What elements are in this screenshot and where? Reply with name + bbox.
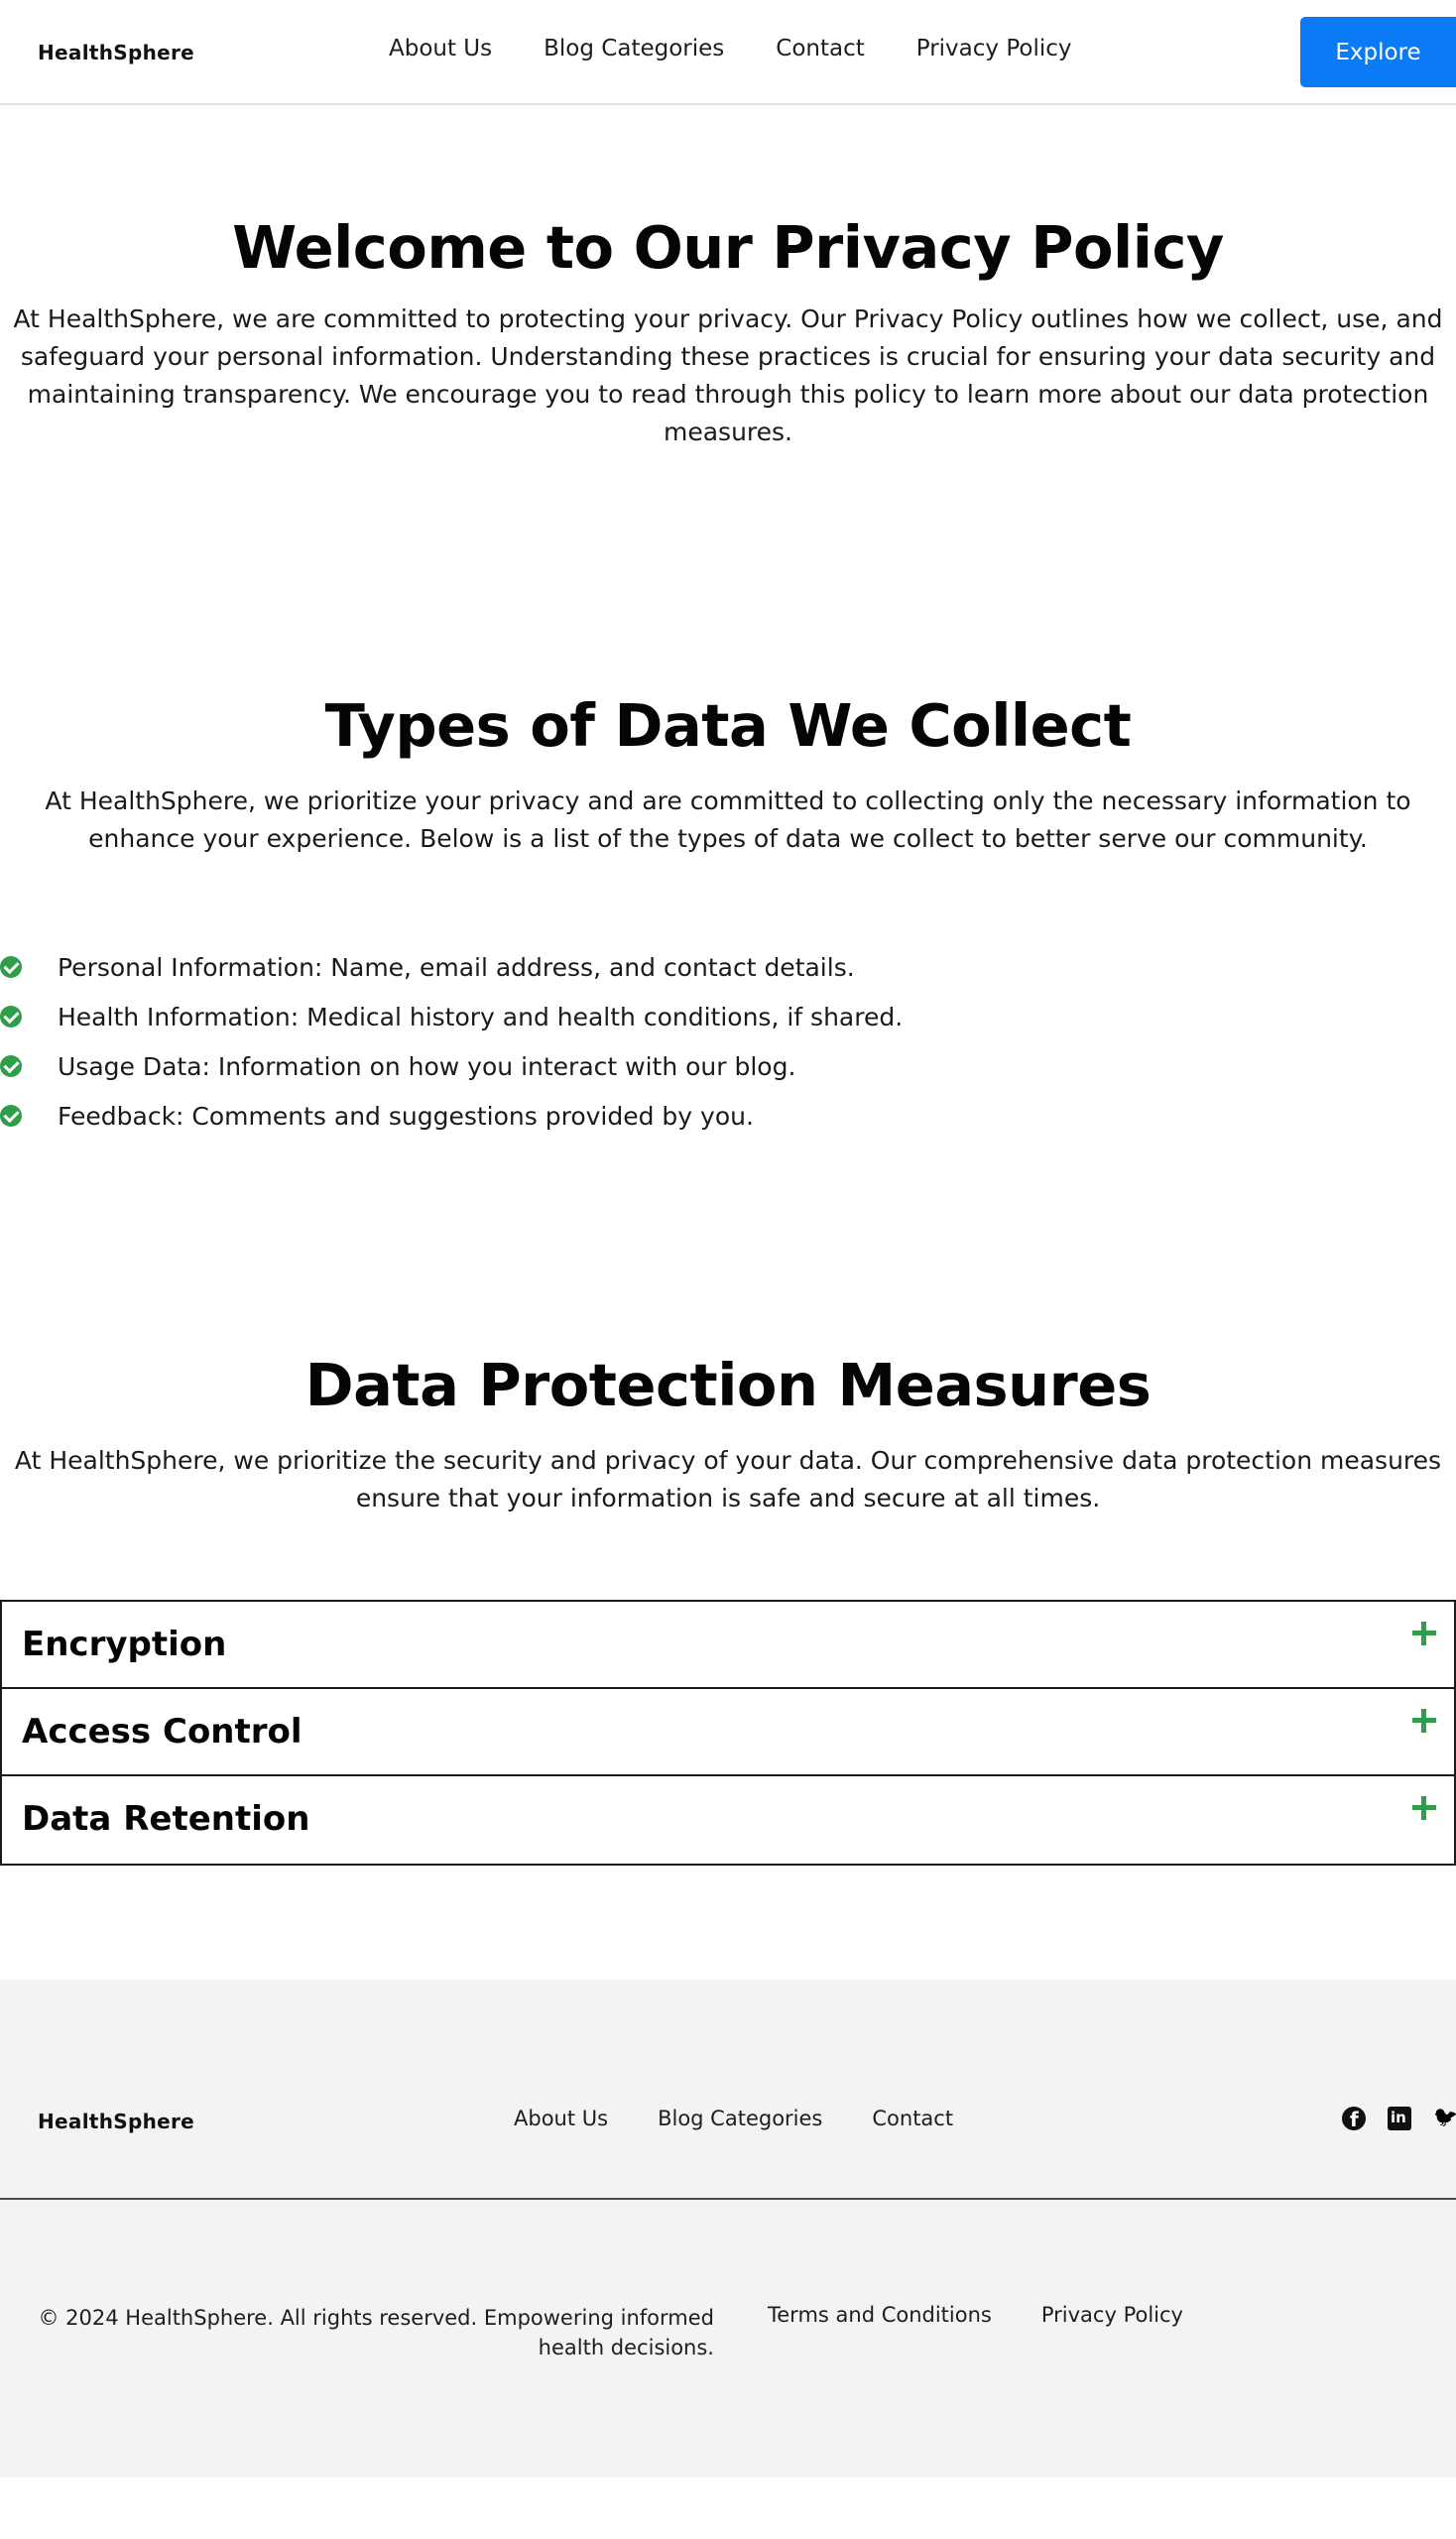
accordion-item-encryption[interactable] <box>2 1602 1454 1689</box>
hero-section <box>0 213 1456 451</box>
privacy-policy-link[interactable]: Privacy Policy <box>1040 2303 1183 2327</box>
nav-about-us[interactable]: About Us <box>389 36 493 61</box>
accordion-title: Access Control <box>22 1712 303 1752</box>
list-item-text: Personal Information: Name, email address, and contact details. <box>58 952 855 982</box>
footer-nav-contact[interactable]: Contact <box>872 2107 954 2130</box>
data-types-list <box>0 942 903 1141</box>
plus-icon[interactable] <box>1412 1622 1436 1645</box>
protection-text: At HealthSphere, we prioritize the security and privacy of your data. Our comprehensive data protection measures ensure that your information is safe and secure at all times. <box>14 1445 1442 1512</box>
legal-nav <box>768 2303 1183 2327</box>
footer-nav-about-us[interactable]: About Us <box>514 2107 609 2130</box>
protection-title: Data Protection Measures <box>304 1351 1152 1419</box>
list-item <box>0 1041 903 1091</box>
protection-section <box>0 1351 1456 1517</box>
accordion-item-data-retention[interactable] <box>2 1776 1454 1864</box>
facebook-icon[interactable] <box>1342 2107 1366 2130</box>
hero-text: At HealthSphere, we are committed to protecting your privacy. Our Privacy Policy outlines how we collect, use, and safeguard your personal information. Understanding these practices is crucial for ensuring your data security and maintaining transparency. We encourage you to read through this policy to learn more about our data protection measures. <box>13 303 1443 446</box>
social-links <box>1342 2107 1456 2130</box>
footer-nav-blog-categories[interactable]: Blog Categories <box>658 2107 823 2130</box>
twitter-icon[interactable] <box>1433 2107 1456 2130</box>
main-nav <box>389 36 1072 61</box>
list-item <box>0 992 903 1041</box>
page-title: Welcome to Our Privacy Policy <box>232 213 1224 282</box>
site-footer <box>0 1980 1456 2478</box>
plus-icon[interactable] <box>1412 1796 1436 1820</box>
list-item-text: Usage Data: Information on how you interact with our blog. <box>58 1051 796 1081</box>
nav-contact[interactable]: Contact <box>776 36 865 61</box>
data-types-section <box>0 691 1456 1131</box>
accordion-title: Data Retention <box>22 1799 310 1839</box>
nav-blog-categories[interactable]: Blog Categories <box>544 36 725 61</box>
check-circle-icon <box>0 1006 22 1028</box>
protection-accordion <box>0 1600 1456 1866</box>
accordion-title: Encryption <box>22 1625 227 1664</box>
linkedin-icon[interactable] <box>1388 2107 1411 2130</box>
terms-link[interactable]: Terms and Conditions <box>768 2303 992 2327</box>
nav-privacy-policy[interactable]: Privacy Policy <box>915 36 1072 61</box>
check-circle-icon <box>0 956 22 978</box>
data-types-title: Types of Data We Collect <box>324 691 1132 760</box>
list-item-text: Feedback: Comments and suggestions provided by you. <box>58 1101 754 1131</box>
accordion-item-access-control[interactable] <box>2 1689 1454 1776</box>
check-circle-icon <box>0 1105 22 1127</box>
explore-button[interactable]: Explore <box>1300 17 1456 87</box>
data-types-text: At HealthSphere, we prioritize your privacy and are committed to collecting only the necessary information to enhance your experience. Below is a list of the types of data we collect to better serve our community. <box>45 786 1411 853</box>
copyright-text: © 2024 HealthSphere. All rights reserved. Empowering informed health decisions. <box>38 2306 714 2359</box>
list-item <box>0 942 903 992</box>
footer-logo[interactable]: HealthSphere <box>38 2110 195 2133</box>
site-header <box>0 0 1456 105</box>
header-logo[interactable]: HealthSphere <box>38 41 195 64</box>
plus-icon[interactable] <box>1412 1709 1436 1733</box>
list-item-text: Health Information: Medical history and health conditions, if shared. <box>58 1002 904 1031</box>
footer-nav <box>514 2107 953 2130</box>
list-item <box>0 1091 903 1141</box>
footer-divider <box>0 2198 1456 2200</box>
check-circle-icon <box>0 1055 22 1077</box>
